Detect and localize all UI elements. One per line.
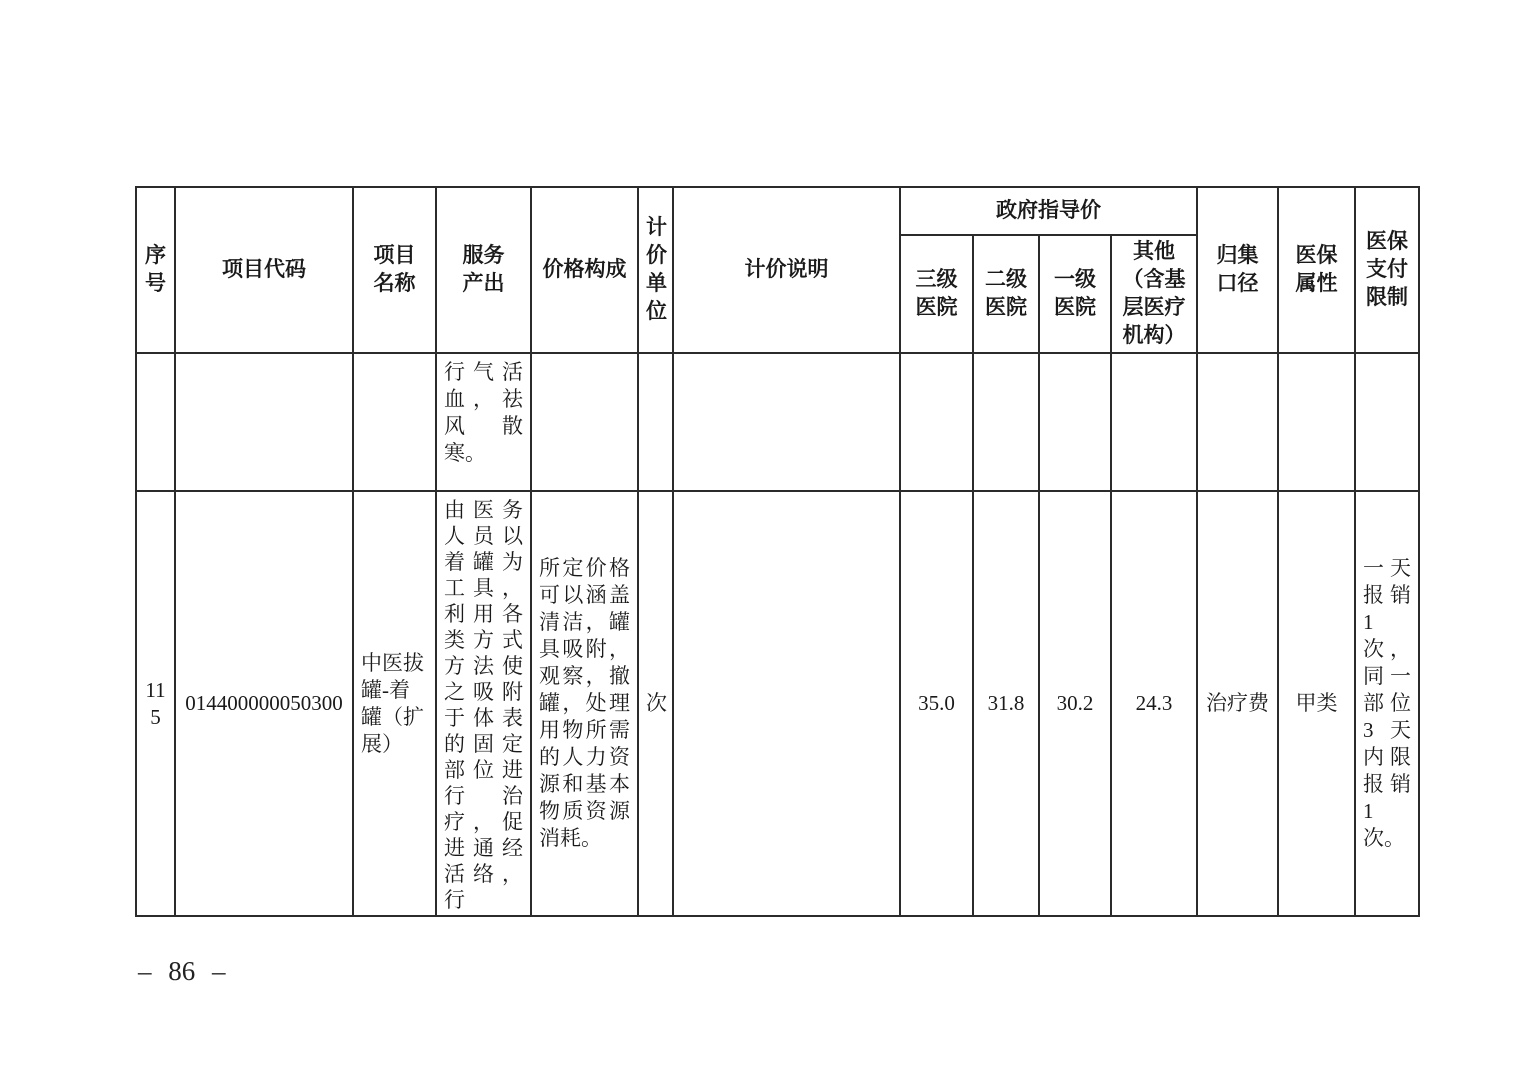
col-header-pricing-note: 计价说明 <box>673 187 900 353</box>
col-header-code: 项目代码 <box>175 187 353 353</box>
cell-insurance-attr <box>1278 353 1355 491</box>
cell-price-composition: 所定价格可以涵盖清洁，罐具吸附，观察，撤罐，处理用物所需的人力资源和基本物质资源消耗。 <box>531 491 638 916</box>
cell-pricing-note <box>673 353 900 491</box>
cell-pricing-note <box>673 491 900 916</box>
col-header-category: 归集口径 <box>1197 187 1278 353</box>
cell-output: 由医务人员以着罐为工具，利用各类方式方法使之吸附于体表的固定部位进行治疗，促进通经活络，行 <box>436 491 531 916</box>
cell-output: 行气活血，祛风散寒。 <box>436 353 531 491</box>
cell-unit <box>638 353 673 491</box>
cell-name <box>353 353 436 491</box>
cell-price-tier1 <box>1039 353 1111 491</box>
cell-code <box>175 353 353 491</box>
table-row <box>136 353 1419 491</box>
cell-seq: 115 <box>136 491 175 916</box>
col-header-tier2-hospital: 二级医院 <box>973 235 1039 353</box>
col-header-insurance-limit: 医保支付限制 <box>1355 187 1419 353</box>
col-header-other: 其他（含基层医疗机构） <box>1111 235 1197 353</box>
cell-price-other <box>1111 353 1197 491</box>
cell-price-tier3 <box>900 353 973 491</box>
col-header-unit: 计价单位 <box>638 187 673 353</box>
col-header-price-composition: 价格构成 <box>531 187 638 353</box>
cell-price-other: 24.3 <box>1111 491 1197 916</box>
page-number: – 86 – <box>138 956 226 986</box>
col-header-name: 项目名称 <box>353 187 436 353</box>
header-row-top <box>136 187 1419 235</box>
cell-insurance-attr: 甲类 <box>1278 491 1355 916</box>
cell-price-tier1: 30.2 <box>1039 491 1111 916</box>
col-header-insurance-attr: 医保属性 <box>1278 187 1355 353</box>
cell-insurance-limit <box>1355 353 1419 491</box>
cell-code: 014400000050300 <box>175 491 353 916</box>
table-row <box>136 491 1419 916</box>
cell-unit: 次 <box>638 491 673 916</box>
col-header-output: 服务产出 <box>436 187 531 353</box>
price-table <box>135 186 1420 917</box>
cell-name: 中医拔罐-着罐（扩展） <box>353 491 436 916</box>
col-header-tier3-hospital: 三级医院 <box>900 235 973 353</box>
cell-insurance-limit: 一天报销1次，同一部位3天内限报销1次。 <box>1355 491 1419 916</box>
cell-seq <box>136 353 175 491</box>
col-header-gov-price: 政府指导价 <box>900 187 1197 235</box>
col-header-seq: 序号 <box>136 187 175 353</box>
cell-price-tier2 <box>973 353 1039 491</box>
cell-price-tier2: 31.8 <box>973 491 1039 916</box>
cell-price-composition <box>531 353 638 491</box>
cell-category <box>1197 353 1278 491</box>
col-header-tier1-hospital: 一级医院 <box>1039 235 1111 353</box>
cell-category: 治疗费 <box>1197 491 1278 916</box>
cell-price-tier3: 35.0 <box>900 491 973 916</box>
